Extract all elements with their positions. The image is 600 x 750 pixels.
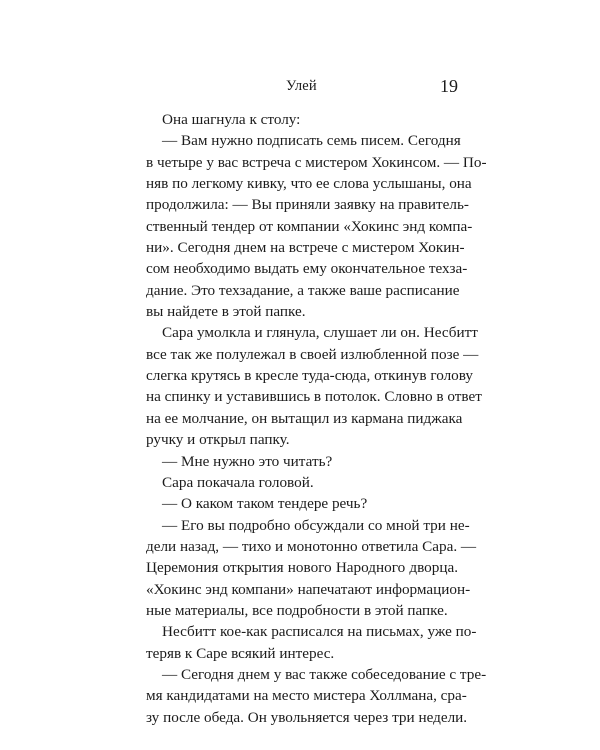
running-head [146, 76, 458, 100]
text-line: продолжила: — Вы приняли заявку на правитель- [146, 196, 469, 214]
text-line: — Сегодня днем у вас также собеседование с тре- [162, 665, 487, 683]
text-line: Сара покачала головой. [162, 473, 314, 491]
text-line: Церемония открытия нового Народного дворца. [146, 559, 458, 577]
text-line: вы найдете в этой папке. [146, 303, 306, 321]
text-line: ни». Сегодня днем на встрече с мистером Хокин- [146, 239, 465, 257]
text-line: теряв к Саре всякий интерес. [146, 644, 335, 662]
text-line: зу после обеда. Он увольняется через три недели. [146, 708, 468, 726]
text-line: — Мне нужно это читать? [162, 452, 333, 470]
text-line: — Его вы подробно обсуждали со мной три не- [162, 516, 470, 534]
text-line: ручку и открыл папку. [146, 431, 290, 449]
text-line: все так же полулежал в своей излюбленной позе — [146, 345, 479, 363]
text-line: Несбитт кое-как расписался на письмах, уже по- [162, 623, 477, 641]
text-line: дели назад, — тихо и монотонно ответила Сара. — [146, 537, 477, 555]
text-line: в четыре у вас встреча с мистером Хокинсом. — По- [146, 153, 487, 171]
body-text [146, 109, 487, 728]
text-line: сом необходимо выдать ему окончательное техза- [146, 260, 468, 278]
text-line: няв по легкому кивку, что ее слова услышаны, она [146, 175, 472, 193]
text-line: ственный тендер от компании «Хокинс энд компа- [146, 217, 473, 235]
text-line: — Вам нужно подписать семь писем. Сегодня [162, 132, 461, 150]
text-line: Сара умолкла и глянула, слушает ли он. Несбитт [162, 324, 478, 342]
text-line: — О каком таком тендере речь? [162, 495, 368, 513]
text-line: слегка крутясь в кресле туда-сюда, откинув голову [146, 367, 474, 385]
text-line: на спинку и уставившись в потолок. Словно в ответ [146, 388, 482, 406]
text-line: «Хокинс энд компани» напечатают информацион- [146, 580, 471, 598]
text-line: ные материалы, все подробности в этой папке. [146, 601, 448, 619]
page-number: 19 [440, 76, 458, 96]
running-head-title: Улей [286, 78, 317, 94]
text-line: на ее молчание, он вытащил из кармана пиджака [146, 409, 463, 427]
text-line: дание. Это техзадание, а также ваше расписание [146, 281, 460, 299]
text-line: Она шагнула к столу: [162, 111, 301, 128]
text-line: мя кандидатами на место мистера Холлмана, сра- [146, 687, 467, 705]
